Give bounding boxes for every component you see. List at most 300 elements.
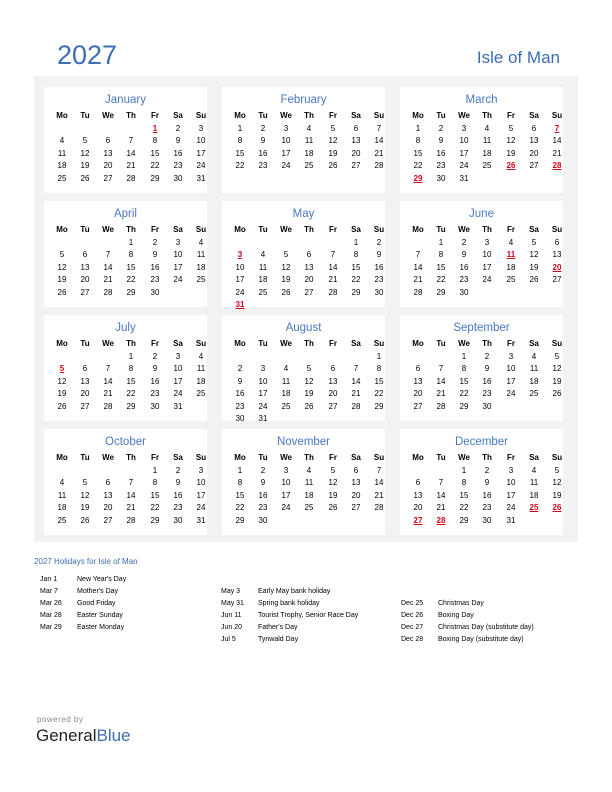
day-cell[interactable]: 27 (351, 161, 361, 171)
day-cell[interactable]: 1 (128, 238, 134, 247)
day-cell[interactable]: 13 (413, 490, 423, 500)
day-cell[interactable]: 24 (281, 161, 291, 171)
day-cell[interactable]: 3 (198, 466, 204, 475)
day-cell[interactable]: 9 (260, 136, 266, 146)
day-cell[interactable]: 4 (198, 238, 204, 247)
day-cell[interactable]: 14 (126, 490, 136, 500)
day-cell[interactable]: 5 (82, 136, 88, 146)
day-cell[interactable]: 13 (80, 262, 90, 272)
day-cell[interactable]: 24 (482, 275, 492, 285)
day-cell[interactable]: 17 (173, 376, 183, 386)
day-cell[interactable]: 31 (173, 401, 183, 411)
day-cell[interactable]: 6 (554, 238, 560, 247)
day-cell[interactable]: 7 (376, 466, 382, 475)
day-cell[interactable]: 8 (353, 250, 359, 260)
day-cell[interactable]: 11 (258, 262, 268, 272)
day-cell[interactable]: 10 (196, 136, 206, 146)
day-cell[interactable]: 25 (304, 161, 314, 171)
day-cell[interactable]: 5 (554, 352, 560, 361)
day-cell[interactable]: 4 (59, 478, 65, 488)
holiday-day-cell[interactable]: 3 (237, 250, 243, 260)
day-cell[interactable]: 23 (374, 275, 384, 285)
day-cell[interactable]: 1 (152, 466, 158, 475)
day-cell[interactable]: 3 (461, 124, 467, 133)
day-cell[interactable]: 3 (508, 352, 514, 361)
day-cell[interactable]: 22 (351, 275, 361, 285)
day-cell[interactable]: 12 (304, 376, 314, 386)
day-cell[interactable]: 10 (281, 478, 291, 488)
day-cell[interactable]: 2 (438, 124, 444, 133)
day-cell[interactable]: 28 (374, 161, 384, 171)
day-cell[interactable]: 19 (57, 275, 67, 285)
day-cell[interactable]: 10 (506, 478, 516, 488)
day-cell[interactable]: 22 (235, 503, 245, 513)
day-cell[interactable]: 16 (459, 262, 469, 272)
day-cell[interactable]: 25 (304, 503, 314, 513)
day-cell[interactable]: 22 (150, 161, 160, 171)
day-cell[interactable]: 28 (103, 401, 113, 411)
day-cell[interactable]: 7 (105, 250, 111, 260)
day-cell[interactable]: 20 (351, 490, 361, 500)
day-cell[interactable]: 16 (235, 389, 245, 399)
day-cell[interactable]: 16 (436, 148, 446, 158)
day-cell[interactable]: 4 (306, 124, 312, 133)
day-cell[interactable]: 15 (374, 376, 384, 386)
day-cell[interactable]: 26 (552, 389, 562, 399)
day-cell[interactable]: 20 (103, 161, 113, 171)
day-cell[interactable]: 19 (552, 490, 562, 500)
day-cell[interactable]: 7 (128, 478, 134, 488)
day-cell[interactable]: 15 (235, 148, 245, 158)
day-cell[interactable]: 12 (57, 376, 67, 386)
day-cell[interactable]: 16 (374, 262, 384, 272)
day-cell[interactable]: 7 (376, 124, 382, 133)
day-cell[interactable]: 15 (150, 148, 160, 158)
day-cell[interactable]: 30 (150, 287, 160, 297)
day-cell[interactable]: 1 (376, 352, 382, 361)
day-cell[interactable]: 20 (328, 389, 338, 399)
day-cell[interactable]: 31 (506, 515, 516, 525)
day-cell[interactable]: 8 (237, 136, 243, 146)
day-cell[interactable]: 16 (173, 490, 183, 500)
day-cell[interactable]: 23 (482, 503, 492, 513)
day-cell[interactable]: 19 (80, 503, 90, 513)
day-cell[interactable]: 17 (235, 275, 245, 285)
day-cell[interactable]: 15 (351, 262, 361, 272)
day-cell[interactable]: 26 (328, 503, 338, 513)
day-cell[interactable]: 26 (57, 401, 67, 411)
day-cell[interactable]: 15 (126, 376, 136, 386)
day-cell[interactable]: 2 (484, 352, 490, 361)
day-cell[interactable]: 27 (529, 161, 539, 171)
day-cell[interactable]: 4 (508, 238, 514, 247)
day-cell[interactable]: 31 (196, 515, 206, 525)
day-cell[interactable]: 30 (173, 173, 183, 183)
day-cell[interactable]: 13 (413, 376, 423, 386)
day-cell[interactable]: 26 (80, 173, 90, 183)
day-cell[interactable]: 23 (235, 401, 245, 411)
day-cell[interactable]: 10 (258, 376, 268, 386)
day-cell[interactable]: 21 (374, 490, 384, 500)
day-cell[interactable]: 16 (482, 376, 492, 386)
day-cell[interactable]: 5 (82, 478, 88, 488)
day-cell[interactable]: 21 (374, 148, 384, 158)
day-cell[interactable]: 15 (150, 490, 160, 500)
day-cell[interactable]: 17 (506, 490, 516, 500)
day-cell[interactable]: 10 (235, 262, 245, 272)
holiday-day-cell[interactable]: 28 (436, 515, 446, 525)
day-cell[interactable]: 21 (103, 275, 113, 285)
day-cell[interactable]: 31 (258, 414, 268, 423)
day-cell[interactable]: 6 (82, 364, 88, 374)
day-cell[interactable]: 18 (196, 376, 206, 386)
day-cell[interactable]: 24 (506, 503, 516, 513)
day-cell[interactable]: 29 (459, 515, 469, 525)
day-cell[interactable]: 1 (461, 466, 467, 475)
day-cell[interactable]: 3 (175, 352, 181, 361)
day-cell[interactable]: 15 (126, 262, 136, 272)
day-cell[interactable]: 11 (304, 136, 314, 146)
day-cell[interactable]: 14 (413, 262, 423, 272)
day-cell[interactable]: 8 (461, 364, 467, 374)
day-cell[interactable]: 22 (436, 275, 446, 285)
day-cell[interactable]: 3 (484, 238, 490, 247)
day-cell[interactable]: 30 (150, 401, 160, 411)
day-cell[interactable]: 19 (328, 148, 338, 158)
day-cell[interactable]: 13 (351, 136, 361, 146)
day-cell[interactable]: 13 (328, 376, 338, 386)
day-cell[interactable]: 5 (283, 250, 289, 260)
day-cell[interactable]: 27 (328, 401, 338, 411)
day-cell[interactable]: 5 (508, 124, 514, 133)
day-cell[interactable]: 8 (376, 364, 382, 374)
day-cell[interactable]: 11 (57, 490, 67, 500)
day-cell[interactable]: 5 (554, 466, 560, 475)
day-cell[interactable]: 21 (436, 503, 446, 513)
day-cell[interactable]: 10 (482, 250, 492, 260)
day-cell[interactable]: 13 (103, 148, 113, 158)
day-cell[interactable]: 22 (413, 161, 423, 171)
day-cell[interactable]: 16 (150, 262, 160, 272)
day-cell[interactable]: 17 (258, 389, 268, 399)
day-cell[interactable]: 3 (175, 238, 181, 247)
day-cell[interactable]: 27 (351, 503, 361, 513)
day-cell[interactable]: 26 (304, 401, 314, 411)
day-cell[interactable]: 23 (258, 161, 268, 171)
day-cell[interactable]: 24 (506, 389, 516, 399)
day-cell[interactable]: 12 (80, 148, 90, 158)
day-cell[interactable]: 24 (173, 275, 183, 285)
day-cell[interactable]: 2 (237, 364, 243, 374)
day-cell[interactable]: 4 (283, 364, 289, 374)
day-cell[interactable]: 17 (281, 148, 291, 158)
day-cell[interactable]: 1 (237, 466, 243, 475)
day-cell[interactable]: 24 (459, 161, 469, 171)
day-cell[interactable]: 22 (459, 389, 469, 399)
day-cell[interactable]: 27 (413, 401, 423, 411)
day-cell[interactable]: 20 (529, 148, 539, 158)
holiday-day-cell[interactable]: 5 (59, 364, 65, 374)
day-cell[interactable]: 23 (459, 275, 469, 285)
day-cell[interactable]: 20 (351, 148, 361, 158)
day-cell[interactable]: 9 (461, 250, 467, 260)
day-cell[interactable]: 13 (304, 262, 314, 272)
day-cell[interactable]: 18 (196, 262, 206, 272)
day-cell[interactable]: 20 (80, 275, 90, 285)
day-cell[interactable]: 22 (150, 503, 160, 513)
day-cell[interactable]: 30 (459, 287, 469, 297)
day-cell[interactable]: 14 (436, 376, 446, 386)
holiday-day-cell[interactable]: 26 (552, 503, 562, 513)
day-cell[interactable]: 27 (80, 401, 90, 411)
day-cell[interactable]: 25 (529, 389, 539, 399)
day-cell[interactable]: 2 (152, 238, 158, 247)
day-cell[interactable]: 21 (328, 275, 338, 285)
day-cell[interactable]: 22 (374, 389, 384, 399)
day-cell[interactable]: 23 (173, 161, 183, 171)
day-cell[interactable]: 19 (529, 262, 539, 272)
day-cell[interactable]: 16 (173, 148, 183, 158)
day-cell[interactable]: 21 (552, 148, 562, 158)
day-cell[interactable]: 27 (80, 287, 90, 297)
day-cell[interactable]: 5 (330, 466, 336, 475)
day-cell[interactable]: 28 (328, 287, 338, 297)
day-cell[interactable]: 2 (175, 124, 181, 133)
day-cell[interactable]: 3 (198, 124, 204, 133)
day-cell[interactable]: 1 (415, 124, 421, 133)
day-cell[interactable]: 5 (306, 364, 312, 374)
day-cell[interactable]: 2 (175, 466, 181, 475)
day-cell[interactable]: 22 (235, 161, 245, 171)
day-cell[interactable]: 18 (304, 148, 314, 158)
day-cell[interactable]: 9 (175, 478, 181, 488)
day-cell[interactable]: 11 (529, 478, 539, 488)
day-cell[interactable]: 23 (173, 503, 183, 513)
day-cell[interactable]: 25 (506, 275, 516, 285)
day-cell[interactable]: 20 (304, 275, 314, 285)
day-cell[interactable]: 2 (461, 238, 467, 247)
day-cell[interactable]: 9 (438, 136, 444, 146)
day-cell[interactable]: 11 (281, 376, 291, 386)
day-cell[interactable]: 4 (59, 136, 65, 146)
day-cell[interactable]: 9 (152, 250, 158, 260)
day-cell[interactable]: 18 (529, 376, 539, 386)
day-cell[interactable]: 28 (126, 515, 136, 525)
day-cell[interactable]: 26 (529, 275, 539, 285)
holiday-day-cell[interactable]: 31 (235, 300, 245, 309)
day-cell[interactable]: 29 (436, 287, 446, 297)
day-cell[interactable]: 24 (258, 401, 268, 411)
day-cell[interactable]: 17 (482, 262, 492, 272)
day-cell[interactable]: 9 (484, 478, 490, 488)
day-cell[interactable]: 13 (351, 478, 361, 488)
day-cell[interactable]: 18 (506, 262, 516, 272)
day-cell[interactable]: 1 (353, 238, 359, 247)
day-cell[interactable]: 14 (103, 262, 113, 272)
day-cell[interactable]: 20 (103, 503, 113, 513)
day-cell[interactable]: 5 (59, 250, 65, 260)
day-cell[interactable]: 1 (237, 124, 243, 133)
day-cell[interactable]: 1 (461, 352, 467, 361)
day-cell[interactable]: 30 (173, 515, 183, 525)
day-cell[interactable]: 5 (330, 124, 336, 133)
day-cell[interactable]: 25 (196, 389, 206, 399)
day-cell[interactable]: 20 (413, 503, 423, 513)
day-cell[interactable]: 27 (304, 287, 314, 297)
day-cell[interactable]: 12 (506, 136, 516, 146)
day-cell[interactable]: 4 (484, 124, 490, 133)
day-cell[interactable]: 15 (459, 376, 469, 386)
day-cell[interactable]: 23 (150, 389, 160, 399)
day-cell[interactable]: 12 (57, 262, 67, 272)
day-cell[interactable]: 19 (328, 490, 338, 500)
day-cell[interactable]: 2 (484, 466, 490, 475)
day-cell[interactable]: 23 (436, 161, 446, 171)
day-cell[interactable]: 29 (126, 287, 136, 297)
day-cell[interactable]: 12 (552, 364, 562, 374)
day-cell[interactable]: 7 (415, 250, 421, 260)
day-cell[interactable]: 6 (306, 250, 312, 260)
day-cell[interactable]: 15 (459, 490, 469, 500)
day-cell[interactable]: 23 (482, 389, 492, 399)
day-cell[interactable]: 7 (438, 478, 444, 488)
day-cell[interactable]: 31 (459, 173, 469, 183)
day-cell[interactable]: 19 (506, 148, 516, 158)
holiday-day-cell[interactable]: 11 (506, 250, 516, 260)
day-cell[interactable]: 24 (173, 389, 183, 399)
day-cell[interactable]: 21 (436, 389, 446, 399)
day-cell[interactable]: 8 (415, 136, 421, 146)
day-cell[interactable]: 18 (304, 490, 314, 500)
day-cell[interactable]: 2 (260, 466, 266, 475)
day-cell[interactable]: 29 (150, 173, 160, 183)
day-cell[interactable]: 7 (353, 364, 359, 374)
day-cell[interactable]: 6 (353, 124, 359, 133)
day-cell[interactable]: 17 (281, 490, 291, 500)
day-cell[interactable]: 30 (482, 515, 492, 525)
day-cell[interactable]: 21 (413, 275, 423, 285)
day-cell[interactable]: 15 (235, 490, 245, 500)
day-cell[interactable]: 31 (196, 173, 206, 183)
day-cell[interactable]: 23 (258, 503, 268, 513)
day-cell[interactable]: 25 (258, 287, 268, 297)
day-cell[interactable]: 8 (128, 364, 134, 374)
day-cell[interactable]: 28 (374, 503, 384, 513)
day-cell[interactable]: 9 (237, 376, 243, 386)
day-cell[interactable]: 6 (82, 250, 88, 260)
day-cell[interactable]: 30 (482, 401, 492, 411)
day-cell[interactable]: 10 (281, 136, 291, 146)
day-cell[interactable]: 18 (57, 503, 67, 513)
day-cell[interactable]: 29 (150, 515, 160, 525)
day-cell[interactable]: 25 (57, 515, 67, 525)
day-cell[interactable]: 4 (306, 466, 312, 475)
holiday-day-cell[interactable]: 25 (529, 503, 539, 513)
day-cell[interactable]: 8 (461, 478, 467, 488)
day-cell[interactable]: 8 (152, 136, 158, 146)
day-cell[interactable]: 14 (103, 376, 113, 386)
day-cell[interactable]: 12 (328, 478, 338, 488)
day-cell[interactable]: 29 (374, 401, 384, 411)
holiday-day-cell[interactable]: 26 (506, 161, 516, 171)
day-cell[interactable]: 7 (128, 136, 134, 146)
day-cell[interactable]: 25 (281, 401, 291, 411)
day-cell[interactable]: 19 (304, 389, 314, 399)
day-cell[interactable]: 21 (126, 161, 136, 171)
day-cell[interactable]: 21 (103, 389, 113, 399)
day-cell[interactable]: 18 (529, 490, 539, 500)
day-cell[interactable]: 25 (57, 173, 67, 183)
day-cell[interactable]: 13 (529, 136, 539, 146)
day-cell[interactable]: 15 (436, 262, 446, 272)
day-cell[interactable]: 30 (258, 515, 268, 525)
day-cell[interactable]: 28 (413, 287, 423, 297)
day-cell[interactable]: 1 (128, 352, 134, 361)
day-cell[interactable]: 21 (351, 389, 361, 399)
day-cell[interactable]: 16 (150, 376, 160, 386)
day-cell[interactable]: 14 (374, 136, 384, 146)
day-cell[interactable]: 11 (482, 136, 492, 146)
day-cell[interactable]: 13 (80, 376, 90, 386)
day-cell[interactable]: 2 (260, 124, 266, 133)
day-cell[interactable]: 4 (198, 352, 204, 361)
day-cell[interactable]: 10 (173, 250, 183, 260)
day-cell[interactable]: 19 (552, 376, 562, 386)
day-cell[interactable]: 7 (330, 250, 336, 260)
day-cell[interactable]: 6 (330, 364, 336, 374)
day-cell[interactable]: 30 (436, 173, 446, 183)
day-cell[interactable]: 14 (436, 490, 446, 500)
day-cell[interactable]: 3 (283, 124, 289, 133)
day-cell[interactable]: 22 (126, 389, 136, 399)
day-cell[interactable]: 18 (482, 148, 492, 158)
day-cell[interactable]: 24 (235, 287, 245, 297)
day-cell[interactable]: 11 (196, 364, 206, 374)
day-cell[interactable]: 11 (196, 250, 206, 260)
day-cell[interactable]: 9 (175, 136, 181, 146)
day-cell[interactable]: 3 (283, 466, 289, 475)
day-cell[interactable]: 17 (196, 490, 206, 500)
day-cell[interactable]: 16 (258, 148, 268, 158)
day-cell[interactable]: 8 (128, 250, 134, 260)
holiday-day-cell[interactable]: 7 (554, 124, 560, 133)
day-cell[interactable]: 8 (438, 250, 444, 260)
day-cell[interactable]: 10 (196, 478, 206, 488)
day-cell[interactable]: 11 (57, 148, 67, 158)
day-cell[interactable]: 24 (196, 503, 206, 513)
day-cell[interactable]: 20 (413, 389, 423, 399)
day-cell[interactable]: 29 (126, 401, 136, 411)
day-cell[interactable]: 6 (531, 124, 537, 133)
day-cell[interactable]: 11 (529, 364, 539, 374)
day-cell[interactable]: 27 (103, 173, 113, 183)
day-cell[interactable]: 22 (126, 275, 136, 285)
day-cell[interactable]: 23 (150, 275, 160, 285)
day-cell[interactable]: 25 (482, 161, 492, 171)
day-cell[interactable]: 6 (415, 364, 421, 374)
day-cell[interactable]: 28 (126, 173, 136, 183)
day-cell[interactable]: 18 (281, 389, 291, 399)
day-cell[interactable]: 6 (105, 478, 111, 488)
day-cell[interactable]: 14 (374, 478, 384, 488)
generalblue-logo[interactable] (36, 726, 131, 746)
day-cell[interactable]: 15 (413, 148, 423, 158)
day-cell[interactable]: 12 (529, 250, 539, 260)
day-cell[interactable]: 25 (196, 275, 206, 285)
day-cell[interactable]: 19 (80, 161, 90, 171)
day-cell[interactable]: 13 (552, 250, 562, 260)
day-cell[interactable]: 6 (415, 478, 421, 488)
